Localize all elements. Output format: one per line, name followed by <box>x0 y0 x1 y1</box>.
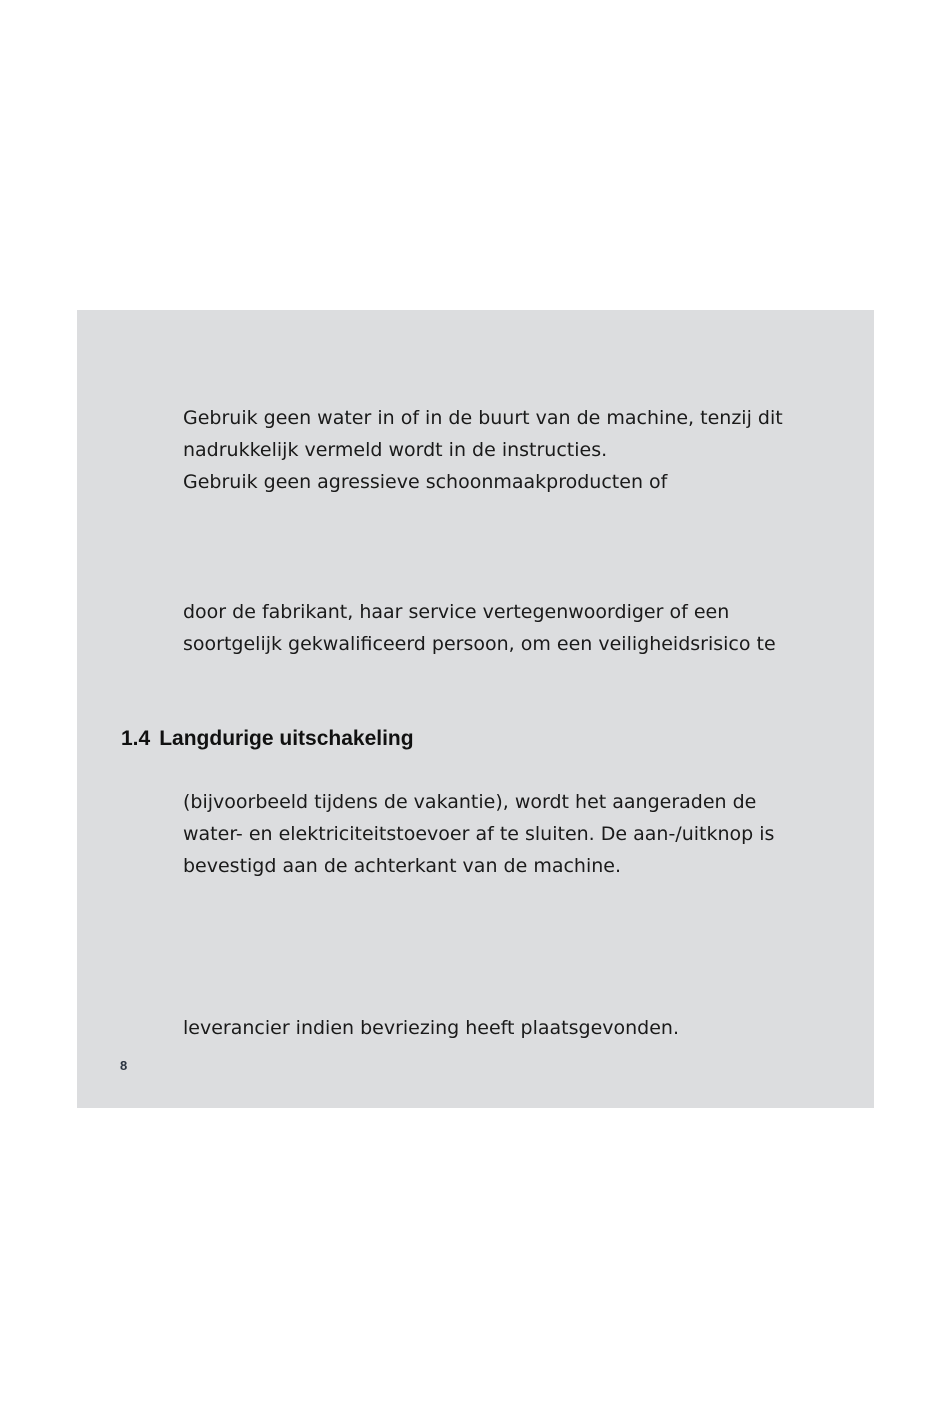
section-heading <box>121 727 414 751</box>
body-text-line: Gebruik geen agressieve schoonmaakproducten of <box>183 471 668 493</box>
body-text-line: door de fabrikant, haar service vertegenwoordiger of een <box>183 601 730 623</box>
body-text-line: (bijvoorbeeld tijdens de vakantie), wordt het aangeraden de <box>183 791 757 813</box>
body-text-line: leverancier indien bevriezing heeft plaatsgevonden. <box>183 1017 679 1039</box>
section-title: Langdurige uitschakeling <box>159 727 414 750</box>
body-text-line: Gebruik geen water in of in de buurt van de machine, tenzij dit <box>183 407 783 429</box>
section-number: 1.4 <box>121 727 151 750</box>
body-text-line: soortgelijk gekwalificeerd persoon, om een veiligheidsrisico te <box>183 633 776 655</box>
body-text-line: bevestigd aan de achterkant van de machine. <box>183 855 622 877</box>
body-text-line: nadrukkelijk vermeld wordt in de instructies. <box>183 439 608 461</box>
body-text-line: water- en elektriciteitstoevoer af te sluiten. De aan-/uitknop is <box>183 823 775 845</box>
page-number: 8 <box>120 1058 128 1073</box>
content-panel <box>77 310 874 1108</box>
